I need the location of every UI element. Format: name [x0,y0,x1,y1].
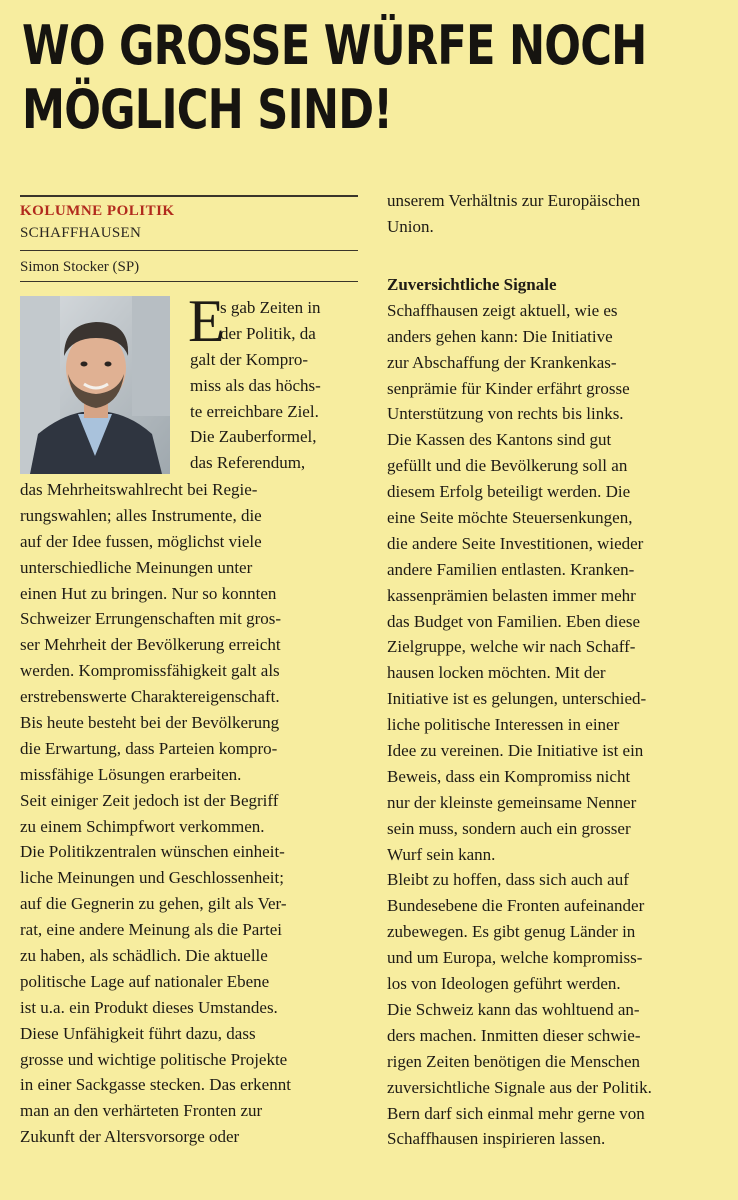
body-line: unterschiedliche Meinungen unter [20,557,253,577]
body-line: liche Meinungen und Geschlossenheit; [20,868,284,888]
body-line: zubewegen. Es gibt genug Länder in [387,922,636,942]
body-line: los von Ideologen geführt werden. [387,974,621,994]
body-line: nur der kleinste gemeinsame Nenner [387,792,637,812]
body-line: andere Familien entlasten. Kranken- [387,559,635,579]
intro-line: der Politik, da [220,323,316,343]
drop-cap: E [188,288,225,354]
body-line: man an den verhärteten Fronten zur [20,1101,263,1121]
author-rule-bottom [20,281,358,282]
body-line: Bundesebene die Fronten aufeinander [387,896,645,916]
body-line: Beweis, dass ein Kompromiss nicht [387,766,631,786]
body-line: Bis heute besteht bei der Bevölkerung [20,713,280,733]
section-subheading: Zuversichtliche Signale [387,275,557,294]
body-line: anders gehen kann: Die Initiative [387,326,613,346]
body-line: Seit einiger Zeit jedoch ist der Begriff [20,790,279,810]
body-line: das Budget von Familien. Eben diese [387,611,641,631]
body-line: ders machen. Inmitten dieser schwie- [387,1025,641,1045]
body-line: ser Mehrheit der Bevölkerung erreicht [20,635,281,655]
body-line: ist u.a. ein Produkt dieses Umstandes. [20,997,278,1017]
body-line: sein muss, sondern auch ein grosser [387,818,631,838]
body-line: zu einem Schimpfwort verkommen. [20,816,265,836]
body-line: und um Europa, welche kompromiss- [387,948,643,968]
left-column-text [20,477,291,1150]
body-line: senprämie für Kinder erfährt grosse [387,378,630,398]
column-region: SCHAFFHAUSEN [20,225,142,241]
author-portrait-image [20,296,170,474]
top-rule [20,195,358,197]
intro-line: galt der Kompro- [190,349,309,369]
body-line: diesem Erfolg beteiligt werden. Die [387,482,631,502]
intro-text [188,288,321,476]
body-line: Initiative ist es gelungen, unterschied- [387,689,647,709]
body-line: Schaffhausen zeigt aktuell, wie es [387,300,618,320]
body-line: in einer Sackgasse stecken. Das erkennt [20,1075,291,1095]
intro-line: Die Zauberformel, [190,427,317,447]
headline-line-1: WO GROSSE WÜRFE NOCH [22,14,647,77]
body-line: gefüllt und die Bevölkerung soll an [387,456,628,476]
body-line: Union. [387,216,434,236]
headline [22,14,647,142]
body-line: rungswahlen; alles Instrumente, die [20,505,262,525]
intro-line: te erreichbare Ziel. [190,401,319,421]
body-line: erstrebenswerte Charaktereigenschaft. [20,687,280,707]
body-line: zu haben, als schädlich. Die aktuelle [20,946,268,966]
body-line: Schaffhausen inspirieren lassen. [387,1129,606,1149]
body-line: hausen locken möchten. Mit der [387,663,606,683]
column-category: KOLUMNE POLITIK [20,203,175,219]
right-column-top-text [387,188,640,240]
body-line: zuversichtliche Signale aus der Politik. [387,1077,652,1097]
body-line: Unterstützung von rechts bis links. [387,404,624,424]
headline-line-2: MÖGLICH SIND! [22,78,393,141]
body-line: auf der Idee fussen, möglichst viele [20,531,262,551]
body-line: die andere Seite Investitionen, wieder [387,533,644,553]
body-line: Idee zu vereinen. Die Initiative ist ein [387,741,644,761]
body-line: Diese Unfähigkeit führt dazu, dass [20,1023,256,1043]
body-line: das Mehrheitswahlrecht bei Regie- [20,480,258,499]
author-rule-top [20,250,358,251]
body-line: Zukunft der Altersvorsorge oder [20,1127,240,1147]
body-line: die Erwartung, dass Parteien kompro- [20,738,278,758]
body-line: missfähige Lösungen erarbeiten. [20,764,242,784]
body-line: Die Politikzentralen wünschen einheit- [20,842,285,862]
body-line: politische Lage auf nationaler Ebene [20,971,270,991]
body-line: Die Kassen des Kantons sind gut [387,430,612,450]
body-line: rigen Zeiten benötigen die Menschen [387,1051,641,1071]
body-line: grosse und wichtige politische Projekte [20,1049,288,1069]
body-line: unserem Verhältnis zur Europäischen [387,191,641,210]
intro-line: s gab Zeiten in [220,298,321,317]
body-line: rat, eine andere Meinung als die Partei [20,920,282,940]
body-line: Schweizer Errungenschaften mit gros- [20,609,282,629]
body-line: kassenprämien belasten immer mehr [387,585,636,605]
body-line: eine Seite möchte Steuersenkungen, [387,508,633,528]
body-line: Bleibt zu hoffen, dass sich auch auf [387,870,629,890]
body-line: werden. Kompromissfähigkeit galt als [20,661,280,681]
body-line: Wurf sein kann. [387,844,496,864]
body-line: zur Abschaffung der Krankenkas- [387,352,617,372]
author-byline: Simon Stocker (SP) [20,259,140,275]
body-line: Bern darf sich einmal mehr gerne von [387,1103,645,1123]
body-line: Zielgruppe, welche wir nach Schaff- [387,637,636,657]
body-line: auf die Gegnerin zu gehen, gilt als Ver- [20,894,287,914]
body-line: Die Schweiz kann das wohltuend an- [387,999,640,1019]
intro-line: das Referendum, [190,453,306,473]
right-column-text [387,272,652,1152]
author-photo [20,296,170,474]
body-line: einen Hut zu bringen. Nur so konnten [20,583,277,603]
intro-line: miss als das höchs- [190,375,321,395]
body-line: liche politische Interessen in einer [387,715,620,735]
